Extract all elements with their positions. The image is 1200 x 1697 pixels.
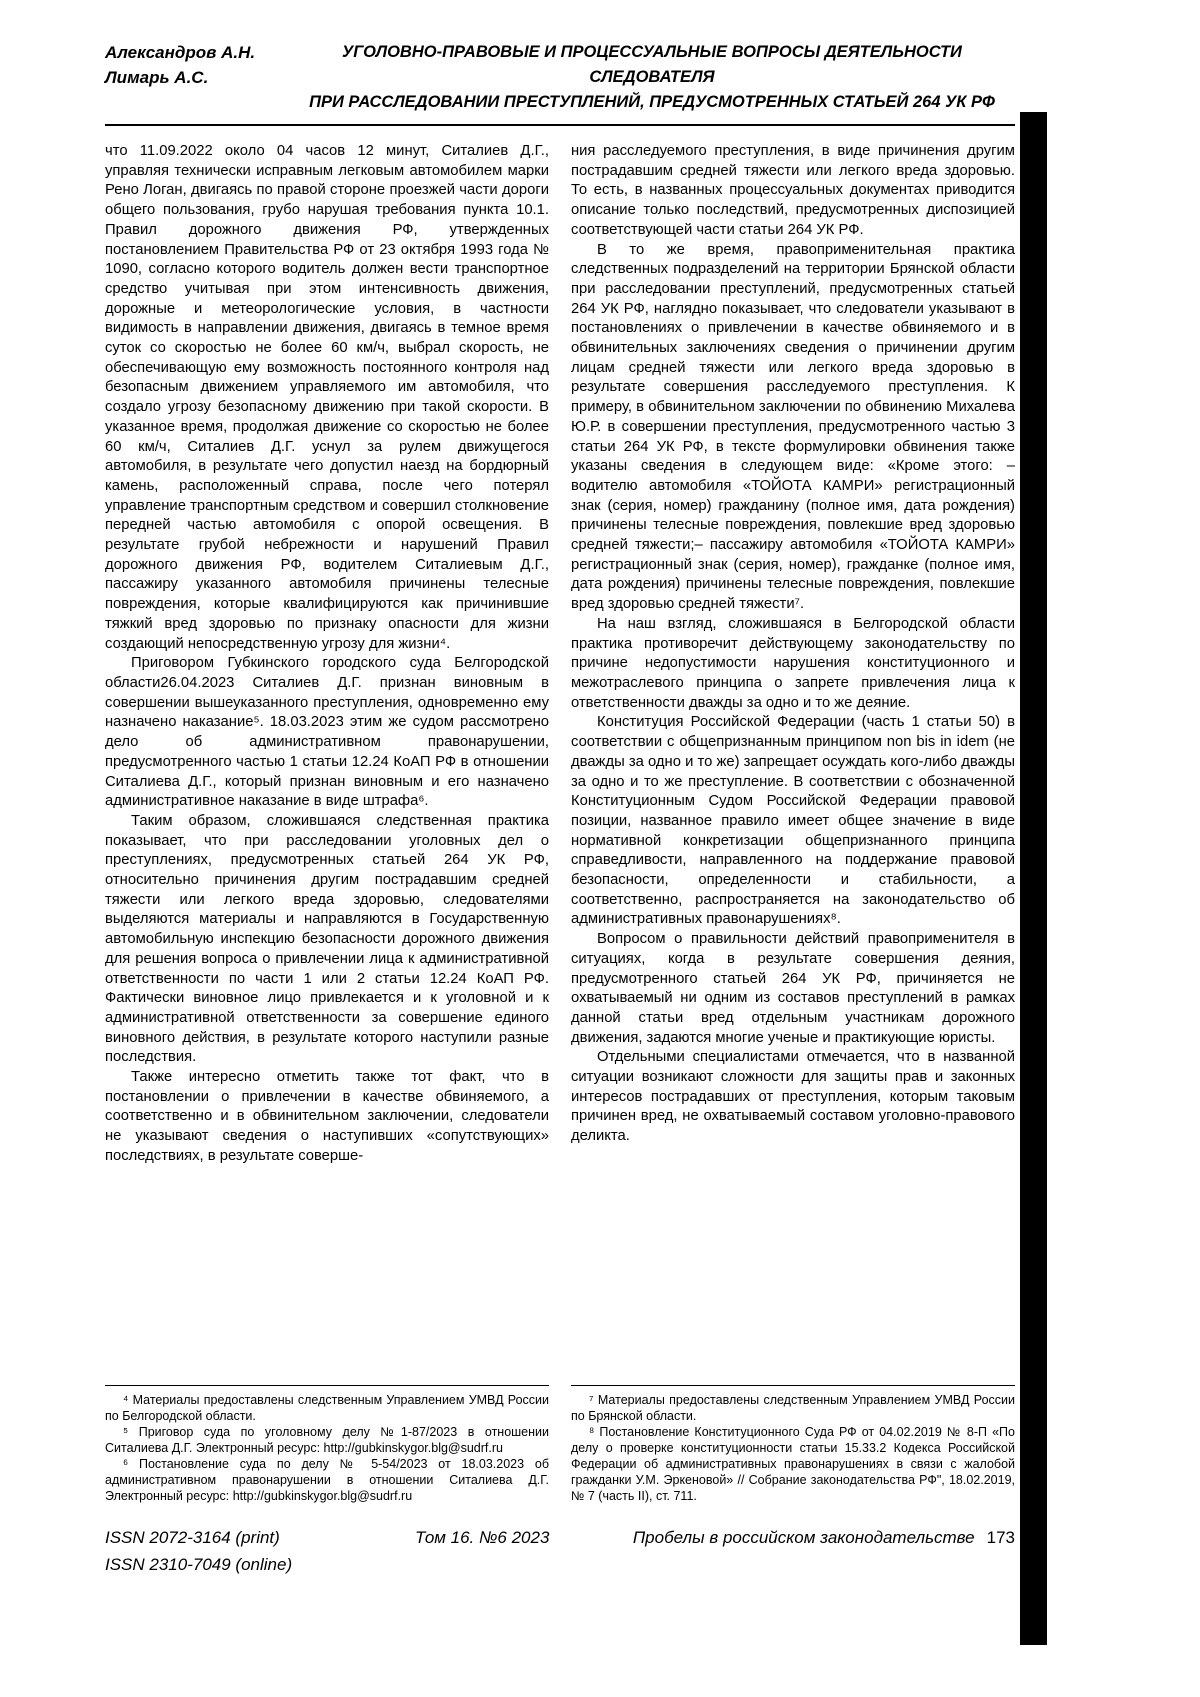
left-column	[105, 142, 549, 1504]
article-title-line-2: ПРИ РАССЛЕДОВАНИИ ПРЕСТУПЛЕНИЙ, ПРЕДУСМОТРЕННЫХ СТАТЬЕЙ 264 УК РФ	[309, 93, 995, 111]
paragraph: что 11.09.2022 около 04 часов 12 минут, Ситалиев Д.Г., управляя технически исправным легковым автомобилем марки Рено Логан, двигаясь по правой стороне проезжей части дороги общего пользования, грубо нарушая требования пункта 10.1. Правил дорожного движения РФ, утвержденных постановлением Правительства РФ от 23 октября 1993 года № 1090, согласно которого водитель должен вести транспортное средство учитывая при этом интенсивность движения, дорожные и метеорологические условия, в частности видимость в направлении движения, двигаясь в темное время суток со скоростью не более 60 км/ч, выбрал скорость, не обеспечивающую ему возможность постоянного контроля над безопасным движением управляемого им автомобиля, что создало угрозу безопасному движению при такой скорости. В указанное время, продолжая движение со скоростью не более 60 км/ч, Ситалиев Д.Г. уснул за рулем движущегося автомобиля, в результате чего допустил наезд на бордюрный камень, расположенный справа, после чего потерял управление транспортным средством и совершил столкновение передней частью автомобиля с опорой освещения. В результате грубой небрежности и нарушений Правил дорожного движения РФ, водителем Ситалиевым Д.Г., пассажиру указанного автомобиля причинены телесные повреждения, которые квалифицируются как причинившие тяжкий вред здоровью по признаку опасности для жизни создающий непосредственную угрозу для жизни⁴.	[105, 143, 549, 652]
footnote: ⁴ Материалы предоставлены следственным Управлением УМВД России по Белгородской области.	[105, 1393, 549, 1423]
left-footnotes	[105, 1383, 549, 1504]
issn-online: ISSN 2310-7049 (online)	[105, 1555, 293, 1574]
right-footnotes	[571, 1383, 1015, 1504]
footnote: ⁶ Постановление суда по делу № 5-54/2023 от 18.03.2023 об административном правонарушении в отношении Ситалиева Д.Г. Электронный ресурс: http://gubkinskygor.blg@sudrf.ru	[105, 1457, 549, 1503]
page-footer	[105, 1524, 1015, 1578]
footnote: ⁸ Постановление Конституционного Суда РФ от 04.02.2019 № 8-П «По делу о проверке конституционности статьи 15.33.2 Кодекса Российской Федерации об административных правонарушениях в связи с жалобой гражданки У.М. Эркеновой» // Собрание законодательства РФ", 18.02.2019, № 7 (часть II), ст. 711.	[571, 1425, 1015, 1503]
paragraph: Отдельными специалистами отмечается, что в названной ситуации возникают сложности для защиты прав и законных интересов пострадавших от преступления, которым таковым причинен вред, не охватываемый составом уголовно-правового деликта.	[571, 1049, 1015, 1145]
paragraph: Приговором Губкинского городского суда Белгородской области26.04.2023 Ситалиев Д.Г. признан виновным в совершении вышеуказанного преступления, одновременно ему назначено наказание⁵. 18.03.2023 этим же судом рассмотрено дело об административном правонарушении, предусмотренного частью 1 статьи 12.24 КоАП РФ в отношении Ситалиева Д.Г., который признан виновным и его назначено административное наказание в виде штрафа⁶.	[105, 655, 549, 810]
right-margin-bar	[1020, 112, 1047, 1645]
paragraph: В то же время, правоприменительная практика следственных подразделений на территории Брянской области при расследовании преступлений, предусмотренных статьей 264 УК РФ, наглядно показывает, что следователи указывают в постановлениях о привлечении в качестве обвиняемого и в обвинительных заключениях сведения о причинении другим лицам средней тяжести или легкого вреда здоровью в результате совершения расследуемого преступления. К примеру, в обвинительном заключении по обвинению Михалева Ю.Р. в совершении преступления, предусмотренного частью 3 статьи 264 УК РФ, в тексте формулировки обвинения также указаны сведения в следующем виде: «Кроме этого: – водителю автомобиля «ТОЙОТА КАМРИ» регистрационный знак (серия, номер) гражданину (полное имя, дата рождения) причинены телесные повреждения, повлекшие вред здоровью средней тяжести;– пассажиру автомобиля «ТОЙОТА КАМРИ» регистрационный знак (серия, номер), гражданке (полное имя, дата рождения) причинены телесные повреждения, повлекшие вред здоровью средней тяжести⁷.	[571, 241, 1015, 613]
journal-name: Пробелы в российском законодательстве	[632, 1528, 975, 1547]
issn-print: ISSN 2072-3164 (print)	[105, 1528, 280, 1547]
paragraph: ния расследуемого преступления, в виде причинения другим пострадавшим средней тяжести или легкого вреда здоровью. То есть, в названных процессуальных документах приводится описание только последствий, предусмотренных диспозицией соответствующей части статьи 264 УК РФ.	[571, 143, 1015, 238]
volume-info: Том 16. №6 2023	[415, 1528, 550, 1547]
footnote-separator	[571, 1385, 1015, 1386]
issn-block	[105, 1524, 292, 1578]
author-name-1: Александров А.Н.	[105, 43, 256, 62]
page-header	[105, 40, 1015, 126]
authors-block	[105, 40, 277, 90]
paragraph: Конституция Российской Федерации (часть 1 статьи 50) в соответствии с общепризнанным принципом non bis in idem (не дважды за одно и то же) запрещает осуждать кого-либо дважды за одно и то же преступление. В соответствии с обозначенной Конституционным Судом Российской Федерации правовой позиции, названное правило имеет общее значение в виде нормативной конкретизации общепризнанного принципа справедливости, направленного на поддержание правовой безопасности, определенности и стабильности, а соответственно, распространяется на законодательство об административных правонарушениях⁸.	[571, 714, 1015, 928]
article-title-line-1: УГОЛОВНО-ПРАВОВЫЕ И ПРОЦЕССУАЛЬНЫЕ ВОПРОСЫ ДЕЯТЕЛЬНОСТИ СЛЕДОВАТЕЛЯ	[342, 43, 962, 86]
right-column	[571, 142, 1015, 1504]
author-name-2: Лимарь А.С.	[105, 68, 209, 87]
paragraph: Также интересно отметить также тот факт, что в постановлении о привлечении в качестве обвиняемого, а соответственно и в обвинительном заключении, следователи не указывают сведения о наступивших «сопутствующих» последствиях, в результате соверше-	[105, 1069, 549, 1164]
footnote: ⁷ Материалы предоставлены следственным Управлением УМВД России по Брянской области.	[571, 1393, 1015, 1423]
paragraph: На наш взгляд, сложившаяся в Белгородской области практика противоречит действующему законодательству по причине недопустимости нарушения конституционного и межотраслевого принципа о запрете привлечения лица к ответственности дважды за одно и то же деяние.	[571, 615, 1015, 711]
paragraph: Вопросом о правильности действий правоприменителя в ситуациях, когда в результате совершения деяния, предусмотренного статьей 264 УК РФ, причиняется не охватываемый ни одним из составов преступлений в рамках данной статьи вред отдельным участникам дорожного движения, задаются многие ученые и практикующие юристы.	[571, 931, 1015, 1046]
page-number: 173	[986, 1528, 1015, 1547]
paragraph: Таким образом, сложившаяся следственная практика показывает, что при расследовании уголовных дел о преступлениях, предусмотренных статьей 264 УК РФ, относительно причинения другим пострадавшим средней тяжести или легкого вреда здоровью, следователями выделяются материалы и направляются в Государственную автомобильную инспекцию безопасности дорожного движения для решения вопроса о привлечении лица к административной ответственности по части 1 или 2 статьи 12.24 КоАП РФ. Фактически виновное лицо привлекается и к уголовной и к административной ответственности за совершение единого виновного действия, в результате которого наступили разные последствия.	[105, 812, 549, 1066]
footnote-separator	[105, 1385, 549, 1386]
footnote: ⁵ Приговор суда по уголовному делу №1-87/2023 в отношении Ситалиева Д.Г. Электронный ресурс: http://gubkinskygor.blg@sudrf.ru	[105, 1425, 549, 1455]
journal-footer	[633, 1524, 1015, 1578]
article-title	[289, 40, 1015, 115]
article-body	[105, 142, 1015, 1504]
